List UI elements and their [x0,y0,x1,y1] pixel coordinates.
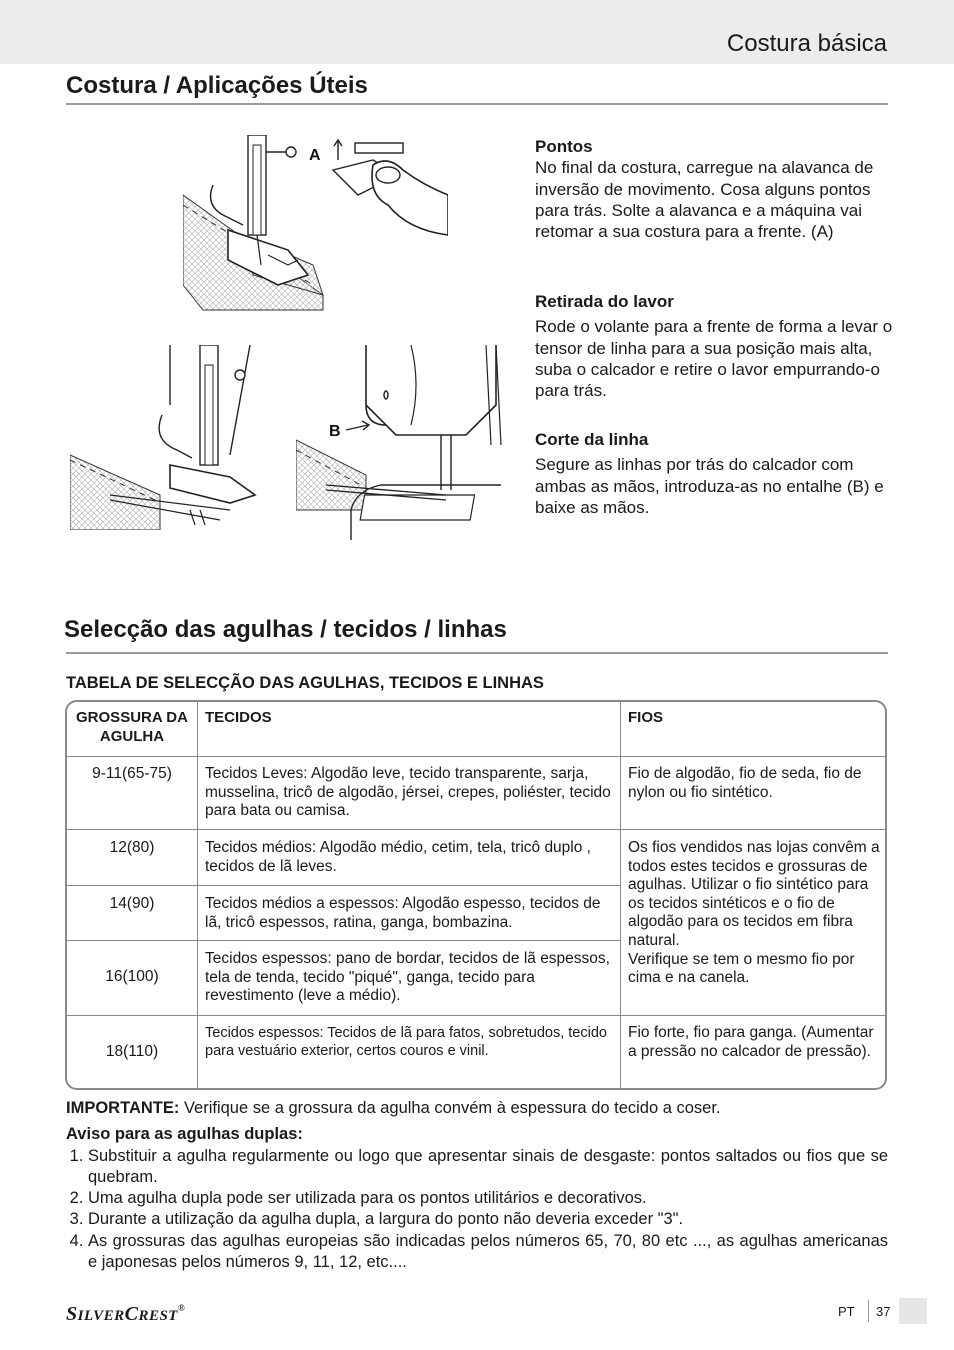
heading-rule [66,103,888,105]
heading-useful-applications: Costura / Aplicações Úteis [66,72,368,99]
table-cell-fabrics: Tecidos médios a espessos: Algodão espesso, tecidos de lã, tricô espessos, ratina, ganga, bombazina. [205,895,601,931]
row-divider [67,885,620,886]
table-cell-fabrics: Tecidos Leves: Algodão leve, tecido transparente, sarja, musselina, tricô de algodão, jérsei, crepes, poliéster, tecido para bata ou camisa. [205,765,611,820]
list-item: 4. As grossuras das agulhas europeias são indicadas pelos números 65, 70, 80 etc ..., as agulhas americanas e japonesas pelos números 9, 11, 12, etc.... [88,1231,888,1274]
row-divider [67,829,885,830]
header-threads: FIOS [628,709,664,726]
paragraph-text: Rode o volante para a frente de forma a levar o tensor de linha para a sua posição mais alta, suba o calcador e retire o lavor empurrando-o para trás. [535,317,893,401]
thread-cutter-illustration [296,345,506,545]
paragraph-title: Pontos [535,137,593,156]
important-note [66,1098,888,1119]
paragraph-thread-cut [535,429,895,518]
header-bar [0,0,954,64]
table-cell-threads-merged: Os fios vendidos nas lojas convêm a todos estes tecidos e grossuras de agulhas. Utilizar o fio sintético para os tecidos sintéticos e o fio de algodão para os tecidos em fibra natural. Verifique se tem o mesmo fio por cima e na canela. [628,839,880,987]
paragraph-stitches [535,136,895,242]
figure-reverse-stitch [183,135,448,315]
column-divider [197,702,198,1088]
table-cell-threads: Fio forte, fio para ganga. (Aumentar a pressão no calcador de pressão). [628,1024,874,1060]
row-divider [67,756,885,757]
table-cell-needle: 18(110) [105,1043,159,1060]
row-divider [67,1015,885,1016]
heading-needle-selection: Selecção das agulhas / tecidos / linhas [64,616,507,643]
table-cell-threads: Fio de algodão, fio de seda, fio de nylon ou fio sintético. [628,765,862,801]
figure-thread-cutter [296,345,506,545]
selection-table [65,700,887,1090]
paragraph-title: Retirada do lavor [535,292,674,311]
header-fabrics: TECIDOS [205,709,272,726]
page-number: 37 [876,1304,891,1319]
figure-label-a: A [309,147,321,164]
paragraph-title: Corte da linha [535,430,649,449]
figure-label-b: B [329,423,341,440]
table-title: TABELA DE SELECÇÃO DAS AGULHAS, TECIDOS E LINHAS [66,674,544,692]
figure-remove-work [70,345,260,530]
table-cell-needle: 14(90) [109,895,155,912]
section-title: Costura básica [726,30,887,57]
list-item: 3. Durante a utilização da agulha dupla, a largura do ponto não deveria exceder "3". [88,1209,888,1230]
table-cell-fabrics: Tecidos espessos: pano de bordar, tecidos de lã espessos, tela de tenda, tecido "piqué", ganga, tecido para revestimento (leve a médio). [205,950,610,1005]
heading-rule [66,652,888,654]
important-text: Verifique se a grossura da agulha convém à espessura do tecido a coser. [179,1099,721,1117]
column-divider [620,702,621,1088]
table-cell-needle: 12(80) [109,839,155,856]
header-needle: GROSSURA DA AGULHA [76,709,188,745]
warning-title: Aviso para as agulhas duplas: [66,1125,303,1144]
table-cell-fabrics: Tecidos médios: Algodão médio, cetim, tela, tricô duplo , tecidos de lã leves. [205,839,591,875]
list-item: 1. Substituir a agulha regularmente ou logo que apresentar sinais de desgaste: pontos saltados ou fios que se quebram. [88,1146,888,1189]
table-cell-fabrics: Tecidos espessos: Tecidos de lã para fatos, sobretudos, tecido para vestuário exterior, certos couros e vinil. [205,1025,607,1059]
reverse-stitch-illustration [183,135,448,315]
row-divider [67,940,620,941]
language-code: PT [838,1304,855,1319]
paragraph-text: Segure as linhas por trás do calcador com ambas as mãos, introduza-as no entalhe (B) e baixe as mãos. [535,455,884,517]
footer-divider [868,1300,869,1322]
table-cell-needle: 16(100) [105,968,159,985]
list-item: 2. Uma agulha dupla pode ser utilizada para os pontos utilitários e decorativos. [88,1188,888,1209]
paragraph-text: No final da costura, carregue na alavanca de inversão de movimento. Cosa alguns pontos para trás. Solte a alavanca e a máquina vai retomar a sua costura para a frente. (A) [535,158,874,242]
brand-logo: SILVERCREST® [66,1303,186,1325]
important-label: IMPORTANTE: [66,1099,180,1117]
warning-list [66,1146,888,1274]
table-cell-needle: 9-11(65-75) [92,765,172,782]
paragraph-remove-work [535,291,895,401]
page-tab [899,1298,927,1324]
notes-section [66,1098,888,1273]
remove-work-illustration [70,345,260,530]
